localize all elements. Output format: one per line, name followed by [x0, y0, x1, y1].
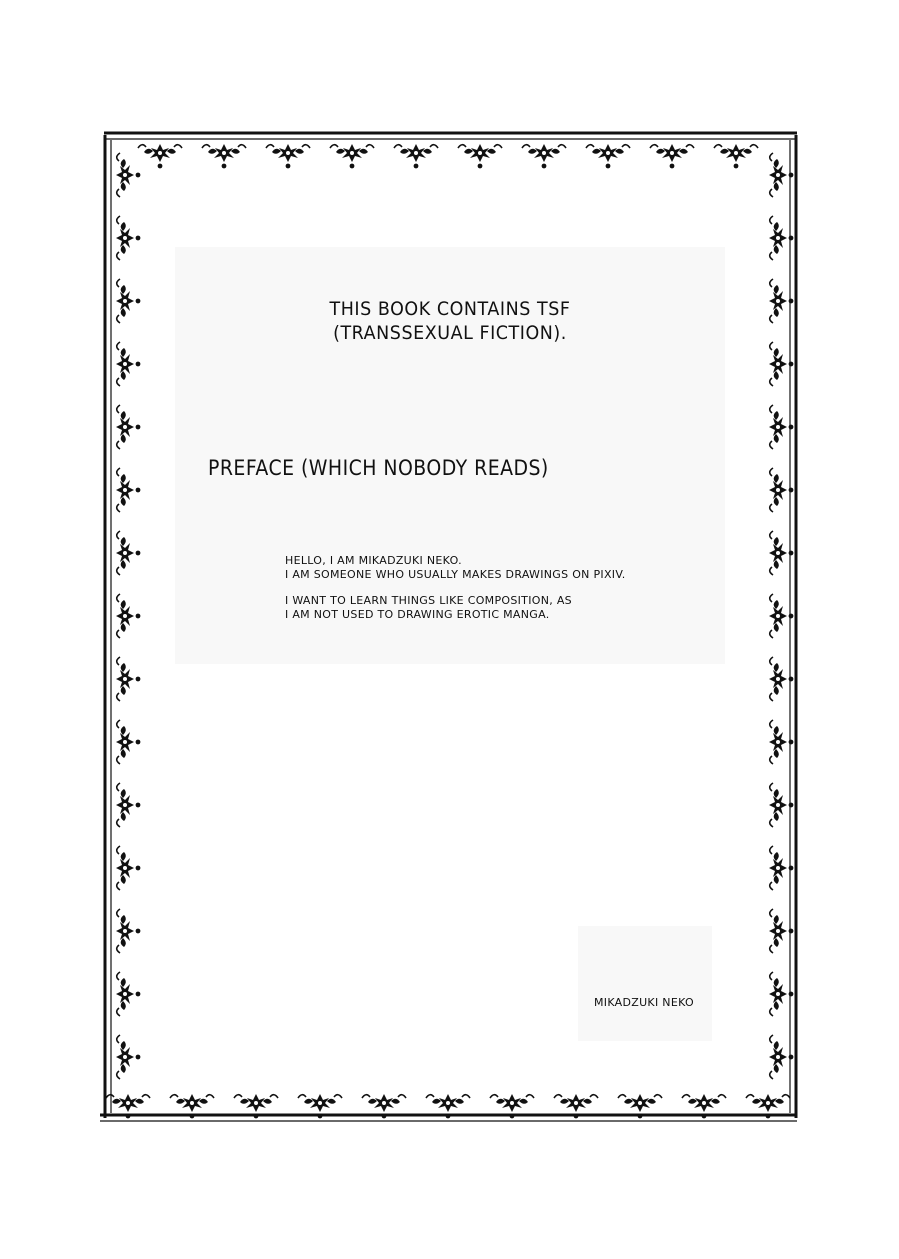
author-signature: MIKADZUKI NEKO [594, 996, 694, 1009]
fleuron-ornament-icon [116, 1035, 140, 1079]
signature-panel [578, 926, 712, 1041]
preface-paragraph-line: HELLO, I AM MIKADZUKI NEKO. [285, 554, 462, 567]
content-warning-line-1: THIS BOOK CONTAINS TSF [329, 298, 571, 320]
fleuron-ornament-icon [116, 216, 140, 260]
fleuron-ornament-icon [330, 144, 374, 168]
preface-paragraph-line: I WANT TO LEARN THINGS LIKE COMPOSITION, AS [285, 594, 572, 607]
fleuron-ornament-icon [116, 405, 140, 449]
fleuron-ornament-icon [138, 144, 182, 168]
fleuron-ornament-icon [202, 144, 246, 168]
fleuron-ornament-icon [116, 594, 140, 638]
fleuron-ornament-icon [116, 153, 140, 197]
fleuron-ornament-icon [116, 468, 140, 512]
fleuron-ornament-icon [458, 144, 502, 168]
fleuron-ornament-icon [650, 144, 694, 168]
content-warning-line-2: (TRANSSEXUAL FICTION). [333, 322, 567, 344]
fleuron-ornament-icon [394, 144, 438, 168]
fleuron-ornament-icon [116, 783, 140, 827]
fleuron-ornament-icon [116, 342, 140, 386]
fleuron-ornament-icon [116, 909, 140, 953]
preface-heading: PREFACE (WHICH NOBODY READS) [208, 456, 549, 480]
fleuron-ornament-icon [266, 144, 310, 168]
fleuron-ornament-icon [522, 144, 566, 168]
fleuron-ornament-icon [116, 972, 140, 1016]
fleuron-ornament-icon [116, 657, 140, 701]
fleuron-ornament-icon [116, 279, 140, 323]
fleuron-ornament-icon [116, 720, 140, 764]
fleuron-ornament-icon [714, 144, 758, 168]
preface-paragraph-line: I AM NOT USED TO DRAWING EROTIC MANGA. [285, 608, 550, 621]
preface-paragraph-line: I AM SOMEONE WHO USUALLY MAKES DRAWINGS ON PIXIV. [285, 568, 626, 581]
fleuron-ornament-icon [116, 531, 140, 575]
fleuron-ornament-icon [586, 144, 630, 168]
fleuron-ornament-icon [116, 846, 140, 890]
